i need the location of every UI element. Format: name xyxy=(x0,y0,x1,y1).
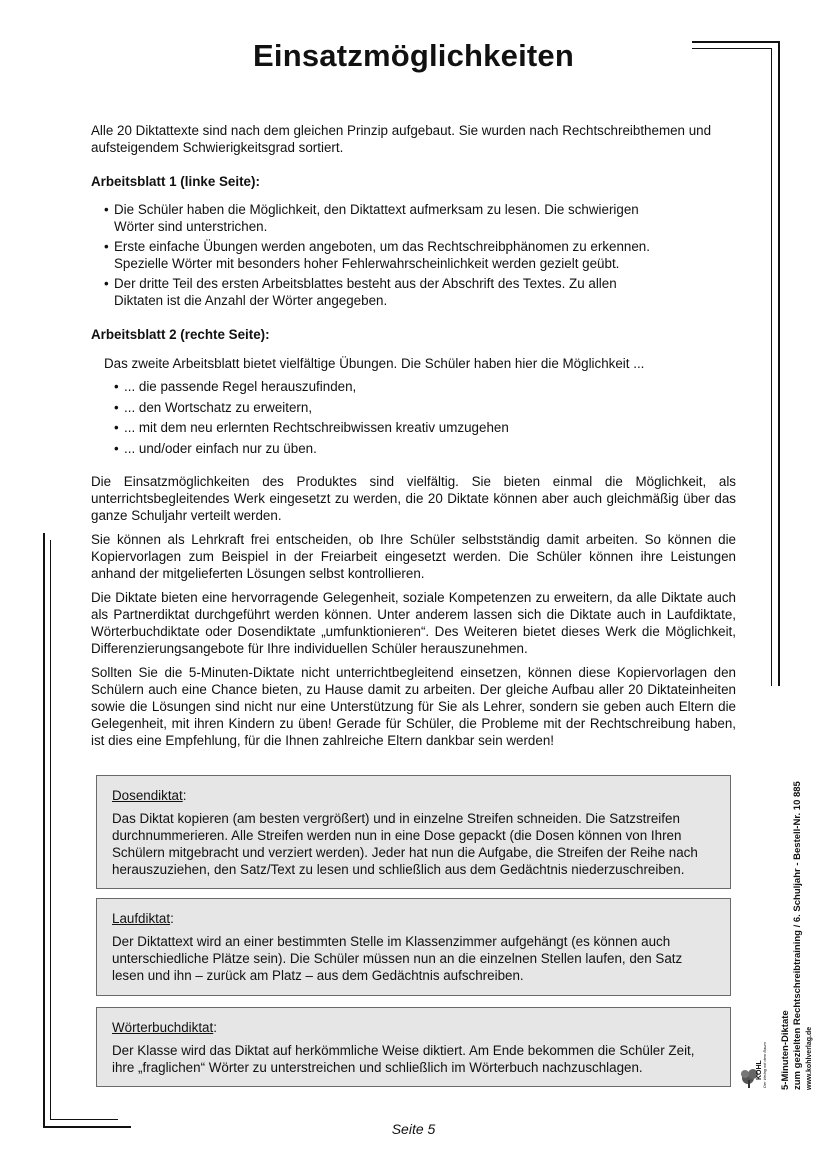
bullet-line: Erste einfache Übungen werden angeboten, um das Rechtschreibphänomen zu erkennen. xyxy=(114,239,650,254)
list-item xyxy=(114,378,614,395)
bullet-dot: • xyxy=(104,276,109,291)
intro-paragraph: Alle 20 Diktattexte sind nach dem gleichen Prinzip aufgebaut. Sie wurden nach Rechtschreibthemen und aufsteigendem Schwierigkeitsgrad sortiert. xyxy=(91,123,712,155)
sheet2-bullet-list xyxy=(114,378,614,457)
publisher-website: www.kohlverlag.de xyxy=(806,1026,813,1090)
box-text: Der Klasse wird das Diktat auf herkömmliche Weise diktiert. Am Ende bekommen die Schüler Zeit, ihre „fraglichen“ Wörter zu unterstreichen und schließlich im Wörterbuch nachzuschlagen. xyxy=(112,1043,695,1075)
box-heading xyxy=(112,1019,716,1036)
bullet-line: Spezielle Wörter mit besonders hoher Fehlerwahrscheinlichkeit werden gezielt geübt. xyxy=(114,256,620,271)
bullet-line: Wörter sind unterstrichen. xyxy=(114,219,268,234)
list-item xyxy=(114,419,614,436)
box-colon: : xyxy=(213,1020,217,1035)
body-paragraph-3: Die Diktate bieten eine hervorragende Gelegenheit, soziale Kompetenzen zu erweitern, da alle Diktate auch als Partnerdiktat durchgeführt werden können. Unter anderem lassen sich die Diktate auch in Laufdiktate, Wörterbuchdiktate oder Dosendiktate „umfunktionieren“. Des Weiteren bietet dieses Werk die Möglichkeit, Differenzierungsangebote für Ihre individuellen Schüler herauszunehmen. xyxy=(91,590,736,656)
box-term: Wörterbuchdiktat xyxy=(112,1020,214,1035)
publisher-logo xyxy=(740,1018,768,1090)
body-paragraph-1: Die Einsatzmöglichkeiten des Produktes sind vielfältig. Sie bieten einmal die Möglichkeit, als unterrichtsbegleitendes Werk eingesetzt zu werden, die 20 Diktate können aber auch gleichmäßig über das ganze Schuljahr verteilt werden. xyxy=(91,474,736,523)
box-term: Dosendiktat xyxy=(112,788,183,803)
box-colon: : xyxy=(170,911,174,926)
bullet-text: ... und/oder einfach nur zu üben. xyxy=(124,440,317,456)
box-text: Der Diktattext wird an einer bestimmten Stelle im Klassenzimmer aufgehängt (es können auch unterschiedliche Plätze sein). Die Schüler müssen nun an die einzelnen Stellen laufen, den Satz lesen und ihn – zurück am Platz – aus dem Gedächtnis aufschreiben. xyxy=(112,934,683,983)
bullet-dot: • xyxy=(114,379,119,394)
page-title: Einsatzmöglichkeiten xyxy=(253,38,574,73)
sheet2-intro: Das zweite Arbeitsblatt bietet vielfältige Übungen. Die Schüler haben hier die Möglichkeit ... xyxy=(104,356,645,371)
frame-line-bottom-left-v2 xyxy=(50,540,51,1120)
logo-brand: KOHL xyxy=(756,1060,763,1080)
sidebar-subtitle xyxy=(792,710,803,1090)
sidebar-line1: 5-Minuten-Diktate xyxy=(780,1010,791,1090)
bullet-dot: • xyxy=(104,239,109,254)
box-heading xyxy=(112,787,716,804)
bullet-dot: • xyxy=(114,399,119,415)
body-paragraph-2: Sie können als Lehrkraft frei entscheiden, ob Ihre Schüler selbstständig damit arbeiten. So können die Kopiervorlagen zum Beispiel in der Freiarbeit eingesetzt werden. Die Schüler können ihre Leistungen anhand der mitgelieferten Lösungen selbst kontrollieren. xyxy=(91,532,736,581)
frame-line-bottom-left-h2 xyxy=(50,1119,118,1120)
sidebar-line2: zum gezielten Rechtschreibtraining / 6. Schuljahr - Bestell-Nr. 10 885 xyxy=(792,781,803,1090)
list-item xyxy=(114,440,614,457)
info-box-dosendiktat xyxy=(96,775,731,889)
bullet-dot: • xyxy=(104,202,109,217)
sheet1-heading: Arbeitsblatt 1 (linke Seite): xyxy=(91,174,260,189)
box-term: Laufdiktat xyxy=(112,911,171,926)
list-item xyxy=(104,238,704,272)
bullet-text: ... den Wortschatz zu erweitern, xyxy=(124,399,313,415)
info-box-woerterbuchdiktat xyxy=(96,1007,731,1087)
bullet-line: Diktaten ist die Anzahl der Wörter angegeben. xyxy=(114,293,388,308)
frame-line-top-right-v2 xyxy=(771,48,772,686)
list-item xyxy=(104,201,704,235)
sheet2-heading: Arbeitsblatt 2 (rechte Seite): xyxy=(91,327,270,342)
bullet-line: Der dritte Teil des ersten Arbeitsblattes besteht aus der Abschrift des Textes. Zu allen xyxy=(114,276,617,291)
bullet-text: ... mit dem neu erlernten Rechtschreibwissen kreativ umzugehen xyxy=(124,420,509,435)
frame-line-top-right-v1 xyxy=(778,41,780,686)
box-heading xyxy=(112,910,716,927)
sheet1-bullet-list xyxy=(104,201,704,309)
bullet-line: Die Schüler haben die Möglichkeit, den Diktattext aufmerksam zu lesen. Die schwierigen xyxy=(114,202,639,217)
box-text: Das Diktat kopieren (am besten vergrößert) und in einzelne Streifen schneiden. Die Satzstreifen durchnummerieren. Alle Streifen werden nun in eine Dose gepackt (die Dosen können von Ihren Schülern mitgebracht und verziert werden). Jeder hat nun die Aufgabe, die Streifen der Reihe nach herauszuziehen, den Satz/Text zu lesen und schließlich aus dem Gedächtnis niederzuschreiben. xyxy=(112,811,698,877)
body-paragraph-4: Sollten Sie die 5-Minuten-Diktate nicht unterrichtbegleitend einsetzen, können diese Kopiervorlagen den Schülern auch eine Chance bieten, zu Hause damit zu arbeiten. Der gleiche Aufbau aller 20 Diktateinheiten sowie die Lösungen sind nicht nur eine Unterstützung für Sie als Lehrer, sondern sie geben auch Eltern die Gelegenheit, mit ihren Kindern zu üben! Gerade für Schüler, die Probleme mit der Rechtschreibung haben, ist dies eine Empfehlung, für die Ihnen zahlreiche Eltern dankbar sein werden! xyxy=(91,665,736,748)
bullet-text: ... die passende Regel herauszufinden, xyxy=(124,379,357,394)
list-item xyxy=(114,399,614,416)
frame-line-bottom-left-v1 xyxy=(43,533,45,1128)
list-item xyxy=(104,275,704,309)
sidebar-title xyxy=(780,710,791,1090)
bullet-dot: • xyxy=(114,440,119,456)
info-box-laufdiktat xyxy=(96,898,731,996)
box-colon: : xyxy=(182,788,187,803)
page-number: Seite 5 xyxy=(391,1121,436,1137)
bullet-dot: • xyxy=(114,420,119,435)
logo-slogan: Der Verlag mit dem Baum xyxy=(762,1042,767,1088)
